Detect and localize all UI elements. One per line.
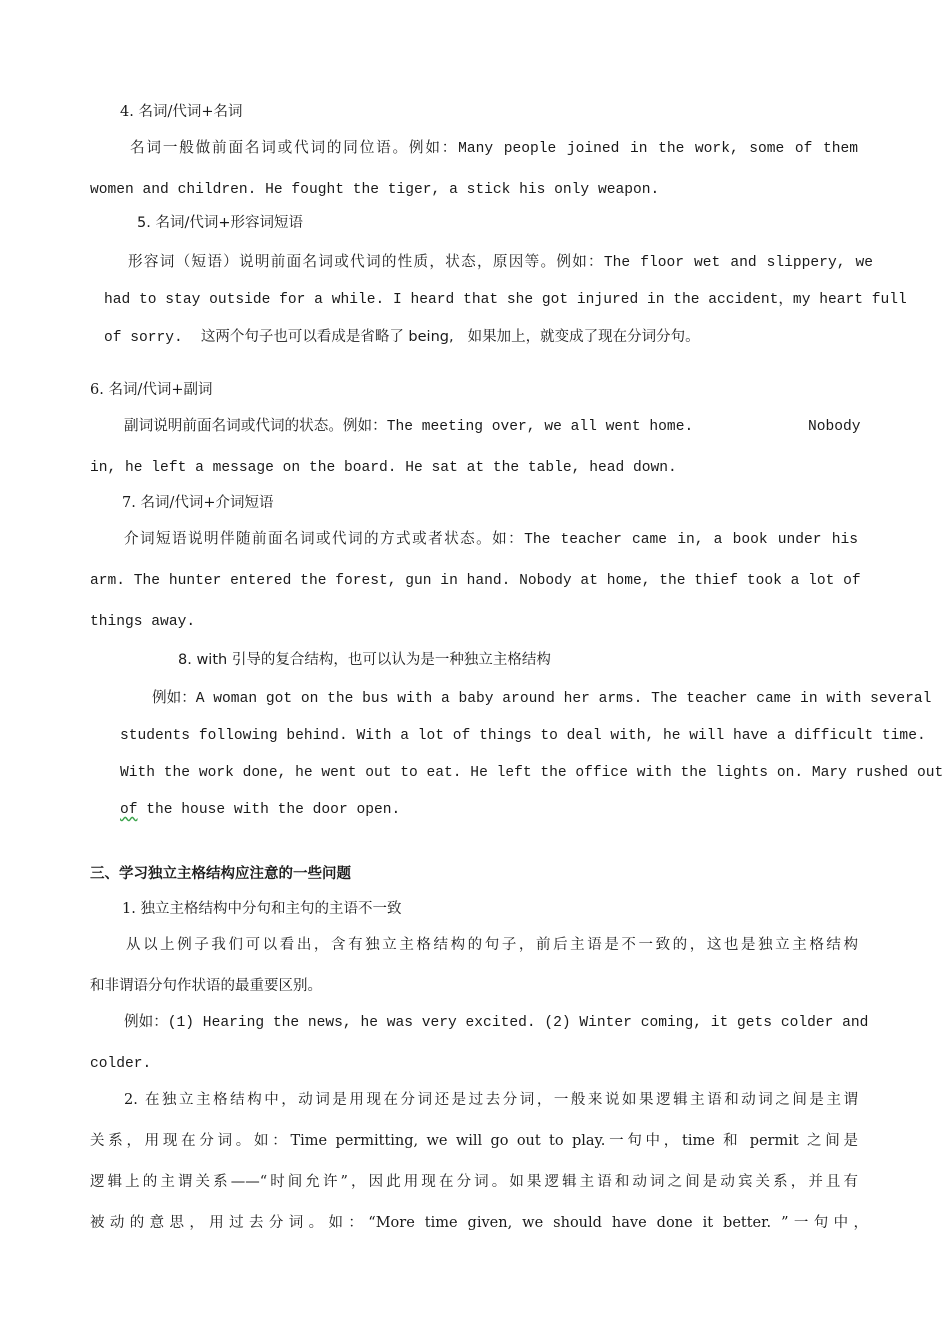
section-5-title: 5. 名词/代词+形容词短语 xyxy=(137,215,303,231)
section-7-paragraph-line-1: 介词短语说明伴随前面名词或代词的方式或者状态。如：The teacher came in, a book under his xyxy=(124,532,858,548)
section-6-paragraph-line-1b: Nobody xyxy=(808,419,861,435)
section-8-paragraph-line-2: students following behind. With a lot of things to deal with, he will have a difficult time. xyxy=(120,728,926,744)
part-3-heading: 三、学习独立主格结构应注意的一些问题 xyxy=(90,866,351,882)
item-1-paragraph-line-1: 从以上例子我们可以看出，含有独立主格结构的句子，前后主语是不一致的，这也是独立主格结构 xyxy=(126,937,858,953)
section-7-title: 7. 名词/代词+介词短语 xyxy=(122,495,274,511)
section-6-paragraph-line-2: in, he left a message on the board. He sat at the table, head down. xyxy=(90,460,677,476)
section-8-paragraph-line-1: 例如：A woman got on the bus with a baby around her arms. The teacher came in with several xyxy=(152,691,932,707)
section-8-paragraph-line-4 xyxy=(120,800,400,820)
item-2-paragraph-line-3: 逻辑上的主谓关系——“时间允许”，因此用现在分词。如果逻辑主语和动词之间是动宾关系，并且有 xyxy=(90,1174,858,1190)
section-4-paragraph-line-2: women and children. He fought the tiger, a stick his only weapon. xyxy=(90,182,660,198)
item-1-paragraph-line-2: 和非谓语分句作状语的最重要区别。 xyxy=(90,978,322,994)
item-2-paragraph-line-4: 被动的意思，用过去分词。如：“More time given, we should have done it better. ”一句中， xyxy=(90,1215,868,1231)
section-5-text-c: 如果加上，就变成了现在分词分句。 xyxy=(467,329,700,345)
section-8-spellcheck-word: of xyxy=(120,802,138,818)
item-2-paragraph-line-2: 关系，用现在分词。如：Time permitting, we will go out to play.一句中，time 和 permit 之间是 xyxy=(90,1133,858,1149)
section-4-paragraph-line-1: 名词一般做前面名词或代词的同位语。例如：Many people joined in the work, some of them xyxy=(130,141,858,157)
section-8-paragraph-line-3: With the work done, he went out to eat. He left the office with the lights on. Mary rushed out xyxy=(120,765,944,781)
item-2-paragraph-line-1: 2. 在独立主格结构中，动词是用现在分词还是过去分词，一般来说如果逻辑主语和动词之间是主谓 xyxy=(124,1092,858,1108)
item-1-paragraph-line-3: 例如：(1) Hearing the news, he was very excited. (2) Winter coming, it gets colder and xyxy=(124,1015,869,1031)
section-6-paragraph-line-1a: 副词说明前面名词或代词的状态。例如：The meeting over, we all went home. xyxy=(124,419,694,435)
item-1-paragraph-line-4: colder. xyxy=(90,1056,152,1072)
section-7-paragraph-line-2: arm. The hunter entered the forest, gun in hand. Nobody at home, the thief took a lot of xyxy=(90,573,861,589)
section-5-text-b: 这两个句子也可以看成是省略了 being, xyxy=(200,329,454,345)
section-8-title: 8. with 引导的复合结构，也可以认为是一种独立主格结构 xyxy=(178,652,551,668)
section-5-text-a: of sorry. xyxy=(104,330,183,346)
section-5-paragraph-line-3 xyxy=(104,327,700,348)
item-1-title: 1. 独立主格结构中分句和主句的主语不一致 xyxy=(122,901,402,917)
section-5-paragraph-line-1: 形容词（短语）说明前面名词或代词的性质，状态，原因等。例如：The floor wet and slippery, we xyxy=(128,255,873,271)
section-4-title: 4. 名词/代词+名词 xyxy=(120,104,243,120)
section-7-paragraph-line-3: things away. xyxy=(90,614,196,630)
section-6-title: 6. 名词/代词+副词 xyxy=(90,382,213,398)
section-5-paragraph-line-2: had to stay outside for a while. I heard that she got injured in the accident，my heart full xyxy=(104,292,907,308)
section-8-text-rest: the house with the door open. xyxy=(137,802,401,818)
